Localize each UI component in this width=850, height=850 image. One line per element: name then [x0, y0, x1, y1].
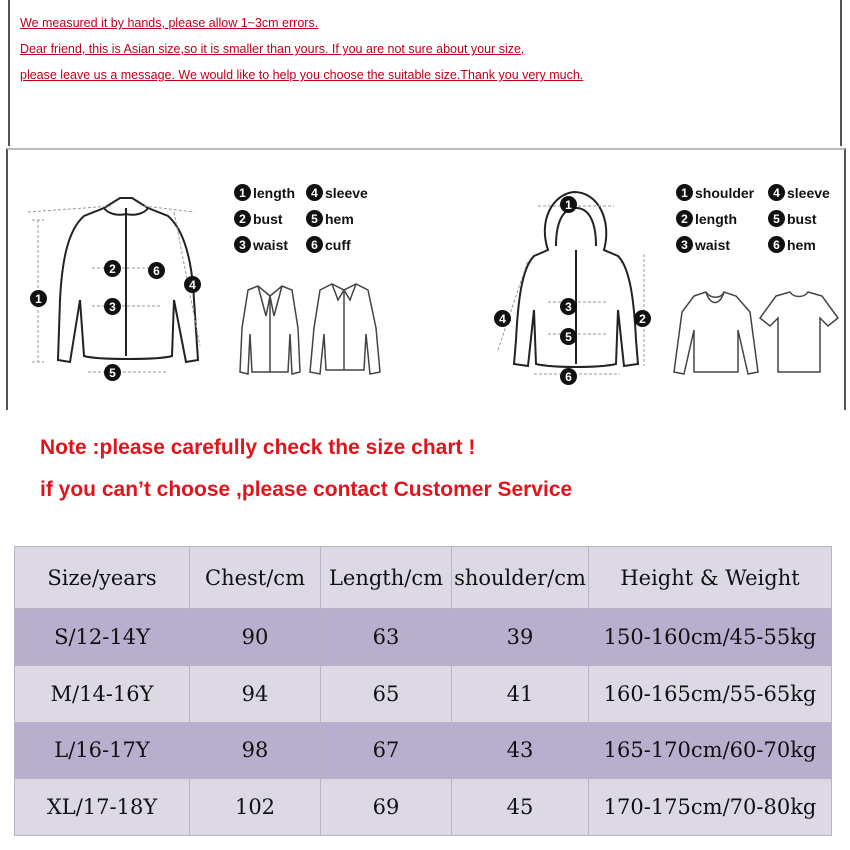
customer-service-note: if you can’t choose ,please contact Customer Service	[40, 478, 573, 501]
legend-hoodie-bust: 5 bust	[768, 210, 817, 227]
short-sleeve-tee-sketch	[760, 292, 838, 372]
header-length: Length/cm	[321, 547, 452, 609]
hoodie-marker-length: 2	[634, 310, 651, 327]
cell-shoulder: 45	[452, 779, 589, 836]
table-header-row	[15, 547, 832, 609]
cell-chest: 90	[190, 609, 321, 666]
measurement-diagram-panel	[6, 148, 846, 410]
cell-length: 63	[321, 609, 452, 666]
notice-line-2: Dear friend, this is Asian size,so it is smaller than yours. If you are not sure about your size,	[20, 42, 525, 56]
hoodie-illustration	[514, 192, 638, 367]
measurement-notice	[8, 0, 842, 146]
cell-shoulder: 43	[452, 722, 589, 779]
legend-hem: 5 hem	[306, 210, 354, 227]
hoodie-marker-bust: 5	[560, 328, 577, 345]
cell-chest: 94	[190, 665, 321, 722]
cell-height-weight: 160-165cm/55-65kg	[589, 665, 832, 722]
marker-cuff: 6	[148, 262, 165, 279]
cell-height-weight: 150-160cm/45-55kg	[589, 609, 832, 666]
cell-size: M/14-16Y	[15, 665, 190, 722]
hoodie-marker-shoulder: 1	[560, 196, 577, 213]
cell-length: 67	[321, 722, 452, 779]
cell-size: XL/17-18Y	[15, 779, 190, 836]
hoodie-marker-sleeve: 4	[494, 310, 511, 327]
header-shoulder: shoulder/cm	[452, 547, 589, 609]
legend-waist: 3 waist	[234, 236, 288, 253]
cell-chest: 98	[190, 722, 321, 779]
cell-height-weight: 170-175cm/70-80kg	[589, 779, 832, 836]
hoodie-marker-hem: 6	[560, 368, 577, 385]
table-row	[15, 609, 832, 666]
marker-waist: 3	[104, 298, 121, 315]
legend-hoodie-sleeve: 4 sleeve	[768, 184, 830, 201]
legend-length: 1 length	[234, 184, 295, 201]
cell-chest: 102	[190, 779, 321, 836]
hoodie-marker-waist: 3	[560, 298, 577, 315]
cell-shoulder: 41	[452, 665, 589, 722]
legend-hoodie-waist: 3 waist	[676, 236, 730, 253]
header-size: Size/years	[15, 547, 190, 609]
notice-line-1: We measured it by hands, please allow 1~3cm errors.	[20, 16, 319, 30]
shirt-jacket-sketch	[310, 284, 380, 374]
marker-sleeve: 4	[184, 276, 201, 293]
table-row	[15, 665, 832, 722]
marker-bust: 2	[104, 260, 121, 277]
legend-bust: 2 bust	[234, 210, 283, 227]
jacket-illustration	[58, 198, 198, 362]
legend-sleeve: 4 sleeve	[306, 184, 368, 201]
size-chart-note: Note :please carefully check the size chart !	[40, 436, 476, 459]
marker-hem: 5	[104, 364, 121, 381]
size-table	[14, 546, 832, 836]
legend-shoulder: 1 shoulder	[676, 184, 754, 201]
header-chest: Chest/cm	[190, 547, 321, 609]
legend-hoodie-hem: 6 hem	[768, 236, 816, 253]
marker-length: 1	[30, 290, 47, 307]
legend-cuff: 6 cuff	[306, 236, 351, 253]
cell-shoulder: 39	[452, 609, 589, 666]
header-height-weight: Height & Weight	[589, 547, 832, 609]
long-sleeve-tee-sketch	[674, 292, 758, 374]
notice-line-3: please leave us a message. We would like to help you choose the suitable size.Thank you very much.	[20, 68, 584, 82]
blazer-sketch	[240, 286, 300, 374]
cell-length: 65	[321, 665, 452, 722]
cell-length: 69	[321, 779, 452, 836]
cell-size: L/16-17Y	[15, 722, 190, 779]
legend-hoodie-length: 2 length	[676, 210, 737, 227]
table-row	[15, 722, 832, 779]
cell-size: S/12-14Y	[15, 609, 190, 666]
cell-height-weight: 165-170cm/60-70kg	[589, 722, 832, 779]
table-row	[15, 779, 832, 836]
